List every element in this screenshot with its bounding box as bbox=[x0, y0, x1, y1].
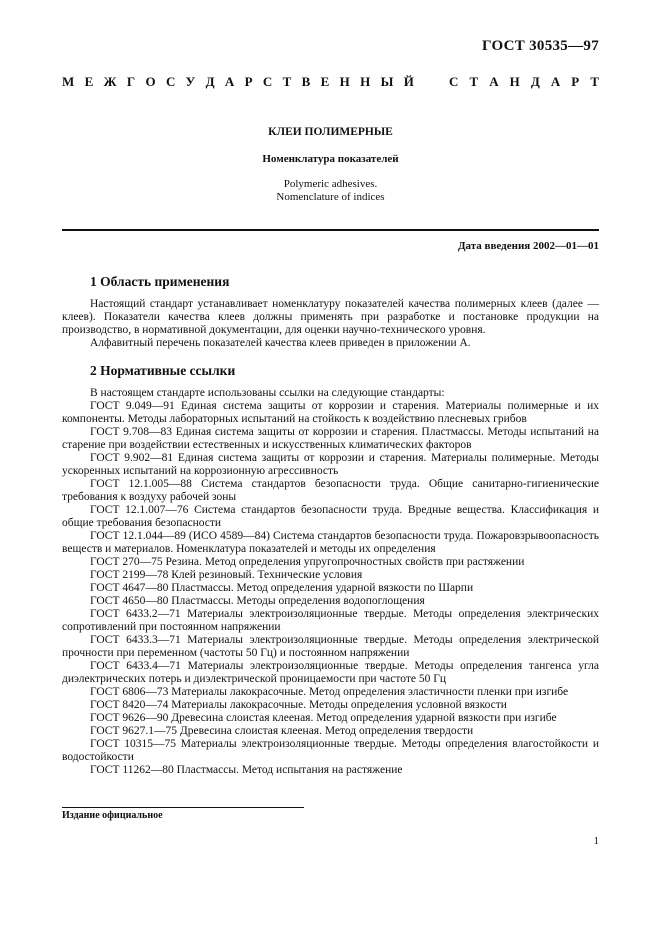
reference-item: ГОСТ 12.1.005—88 Система стандартов безопасности труда. Общие санитарно-гигиенические требования к воздуху рабочей зоны bbox=[62, 478, 599, 503]
document-subtitle: Номенклатура показателей bbox=[262, 153, 399, 165]
banner-letter: Т bbox=[282, 74, 292, 89]
banner-word-standard bbox=[449, 74, 599, 90]
banner-letter: Р bbox=[244, 74, 253, 89]
reference-item: ГОСТ 6433.4—71 Материалы электроизоляционные твердые. Методы определения тангенса угла диэлектрических потерь и диэлектрической проницаемости при частоте 50 Гц bbox=[62, 660, 599, 685]
paragraph: Алфавитный перечень показателей качества клеев приведен в приложении А. bbox=[90, 337, 471, 349]
banner-letter: Т bbox=[469, 74, 479, 89]
banner-letter: Д bbox=[530, 74, 540, 89]
reference-item: ГОСТ 270—75 Резина. Метод определения упругопрочностных свойств при растяжении bbox=[90, 556, 525, 568]
banner-letter: Е bbox=[84, 74, 94, 89]
reference-item: ГОСТ 4647—80 Пластмассы. Метод определения ударной вязкости по Шарпи bbox=[90, 582, 474, 594]
banner-letter: Ж bbox=[103, 74, 117, 89]
banner-letter: С bbox=[262, 74, 273, 89]
banner-letter: Д bbox=[205, 74, 215, 89]
banner-letter: Н bbox=[339, 74, 350, 89]
reference-item: ГОСТ 4650—80 Пластмассы. Методы определения водопоглощения bbox=[90, 595, 425, 607]
banner-letter: М bbox=[62, 74, 75, 89]
page-number: 1 bbox=[593, 835, 599, 847]
reference-item: ГОСТ 10315—75 Материалы электроизоляционные твердые. Методы определения влагостойкости и водостойкости bbox=[62, 738, 599, 763]
banner-letter: Н bbox=[360, 74, 371, 89]
banner-letter: А bbox=[489, 74, 499, 89]
reference-item: ГОСТ 9.902—81 Единая система защиты от коррозии и старения. Материалы полимерные. Методы ускоренных испытаний на коррозионную агрессивность bbox=[62, 452, 599, 477]
english-title-line: Polymeric adhesives. bbox=[283, 178, 378, 190]
banner-letter: В bbox=[301, 74, 311, 89]
paragraph: В настоящем стандарте использованы ссылки на следующие стандарты: bbox=[90, 387, 445, 399]
banner-letter: С bbox=[449, 74, 459, 89]
reference-item: ГОСТ 12.1.007—76 Система стандартов безопасности труда. Вредные вещества. Классификация и общие требования безопасности bbox=[62, 504, 599, 529]
banner-letter: Н bbox=[509, 74, 520, 89]
banner-letter: Й bbox=[403, 74, 414, 89]
document-title: КЛЕИ ПОЛИМЕРНЫЕ bbox=[268, 126, 393, 138]
standard-banner bbox=[62, 74, 599, 90]
footer-divider bbox=[62, 807, 304, 808]
reference-item: ГОСТ 9627.1—75 Древесина слоистая клееная. Метод определения твердости bbox=[90, 725, 474, 737]
introduction-date: Дата введения 2002—01—01 bbox=[457, 240, 599, 252]
banner-letter: О bbox=[145, 74, 156, 89]
reference-item: ГОСТ 2199—78 Клей резиновый. Технические условия bbox=[90, 569, 363, 581]
reference-item: ГОСТ 9.708—83 Единая система защиты от коррозии и старения. Пластмассы. Методы испытаний на старение при воздействии естественных и искусственных климатических факторов bbox=[62, 426, 599, 451]
reference-item: ГОСТ 6433.3—71 Материалы электроизоляционные твердые. Методы определения электрической прочности при переменном (частоты 50 Гц) и постоянном напряжении bbox=[62, 634, 599, 659]
reference-item: ГОСТ 8420—74 Материалы лакокрасочные. Методы определения условной вязкости bbox=[90, 699, 507, 711]
paragraph: Настоящий стандарт устанавливает номенклатуру показателей качества полимерных клеев (далее — клеев). Показатели качества клеев должны применять при разработке и постановке продукции на производство, в нормативной документации, для оценки научно-технического уровня. bbox=[62, 298, 599, 336]
document-body bbox=[62, 275, 599, 777]
english-title-line: Nomenclature of indices bbox=[276, 191, 385, 203]
official-edition-label: Издание официальное bbox=[62, 810, 163, 821]
banner-letter: А bbox=[550, 74, 561, 89]
header-divider bbox=[62, 229, 599, 231]
reference-item: ГОСТ 6806—73 Материалы лакокрасочные. Метод определения эластичности пленки при изгибе bbox=[90, 686, 569, 698]
banner-letter: А bbox=[224, 74, 235, 89]
section-heading-references: 2 Нормативные ссылки bbox=[90, 363, 236, 378]
reference-item: ГОСТ 12.1.044—89 (ИСО 4589—84) Система стандартов безопасности труда. Пожаровзрывоопасность веществ и материалов. Номенклатура показателей и методы их определения bbox=[62, 530, 599, 555]
banner-word-interstate bbox=[62, 74, 414, 90]
gost-number: ГОСТ 30535—97 bbox=[481, 38, 599, 54]
english-title bbox=[62, 178, 599, 204]
banner-letter: Ы bbox=[380, 74, 394, 89]
banner-letter: С bbox=[165, 74, 176, 89]
banner-letter: Т bbox=[590, 74, 599, 89]
banner-letter: Е bbox=[320, 74, 330, 89]
reference-item: ГОСТ 6433.2—71 Материалы электроизоляционные твердые. Методы определения электрических сопротивлений при постоянном напряжении bbox=[62, 608, 599, 633]
reference-item: ГОСТ 9626—90 Древесина слоистая клееная. Метод определения ударной вязкости при изгибе bbox=[90, 712, 557, 724]
banner-letter: Р bbox=[571, 74, 580, 89]
section-heading-scope: 1 Область применения bbox=[90, 274, 230, 289]
banner-letter: Г bbox=[126, 74, 136, 89]
reference-item: ГОСТ 11262—80 Пластмассы. Метод испытания на растяжение bbox=[90, 764, 403, 776]
banner-letter: У bbox=[185, 74, 196, 89]
reference-item: ГОСТ 9.049—91 Единая система защиты от коррозии и старения. Материалы полимерные и их компоненты. Методы лабораторных испытаний на стойкость к воздействию плесневых грибов bbox=[62, 400, 599, 425]
